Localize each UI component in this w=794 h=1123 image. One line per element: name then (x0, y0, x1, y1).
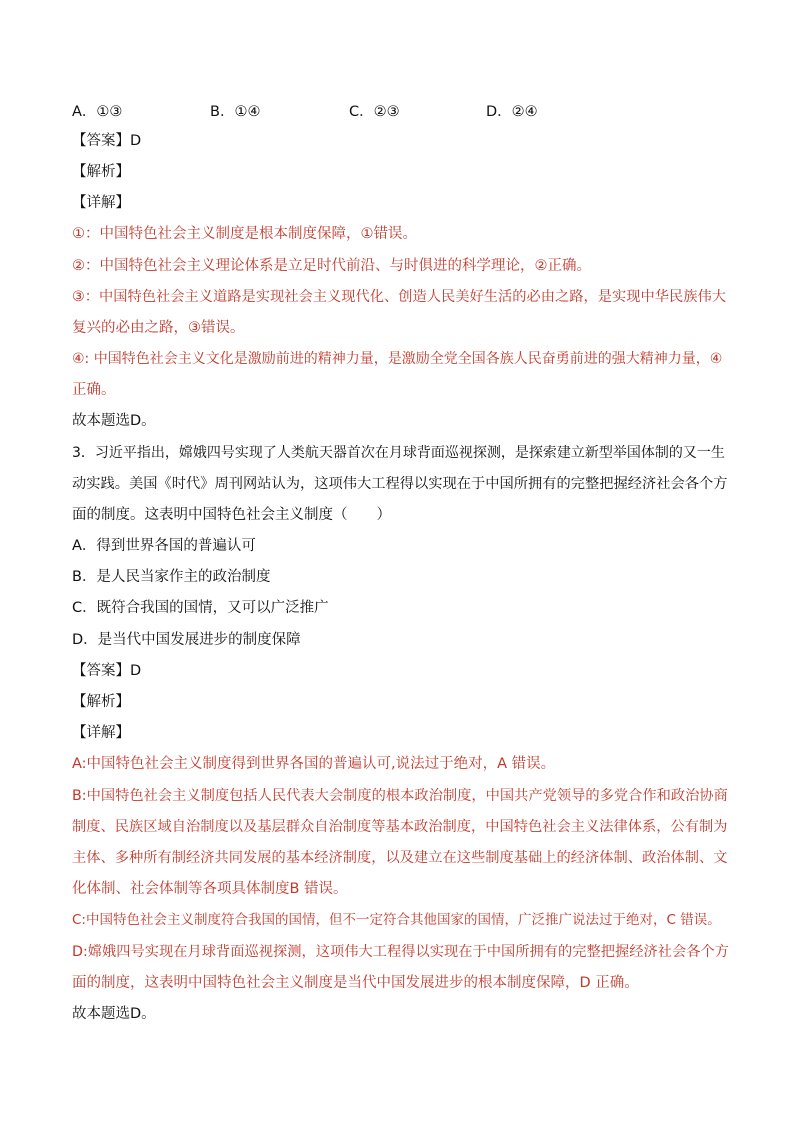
q3-stem-line-3: 面的制度。这表明中国特色社会主义制度（ ） (72, 507, 391, 523)
q2-explanation-3: ③：中国特色社会主义道路是实现社会主义现代化、创造人民美好生活的必由之路，是实现中华民族伟大 (72, 289, 727, 305)
q2-explanation-4-cont: 正确。 (72, 382, 116, 398)
q3-stem-line-1: 3．习近平指出，嫦娥四号实现了人类航天器首次在月球背面巡视探测，是探索建立新型举国体制的又一生 (72, 445, 725, 461)
q2-explanation-1: ①：中国特色社会主义制度是根本制度保障，①错误。 (72, 226, 417, 242)
q3-explanation-b-1: B:中国特色社会主义制度包括人民代表大会制度的根本政治制度，中国共产党领导的多党合作和政治协商 (72, 788, 728, 804)
q2-conclusion: 故本题选D。 (72, 413, 156, 429)
q3-explanation-b-4: 化体制、社会体制等各项具体制度B 错误。 (72, 881, 348, 897)
q2-explanation-3-cont: 复兴的必由之路，③错误。 (72, 320, 245, 336)
q3-explanation-a: A:中国特色社会主义制度得到世界各国的普遍认可,说法过于绝对，A 错误。 (72, 756, 556, 772)
q2-options (72, 100, 732, 122)
q3-option-d: D．是当代中国发展进步的制度保障 (72, 632, 301, 648)
q3-answer: 【答案】D (72, 663, 142, 679)
q2-option-a: A．①③ (72, 104, 123, 120)
q2-explanation-2: ②：中国特色社会主义理论体系是立足时代前沿、与时俱进的科学理论，②正确。 (72, 258, 591, 274)
q3-explanation-d-1: D:嫦娥四号实现在月球背面巡视探测，这项伟大工程得以实现在于中国所拥有的完整把握经济社会各个方 (72, 944, 730, 960)
q3-option-a: A．得到世界各国的普遍认可 (72, 538, 256, 554)
q2-explanation-4: ④: 中国特色社会主义文化是激励前进的精神力量，是激励全党全国各族人民奋勇前进的强大精神力量，④ (72, 351, 723, 367)
q3-explanation-d-2: 面的制度，这表明中国特色社会主义制度是当代中国发展进步的根本制度保障，D 正确。 (72, 975, 639, 991)
q3-analysis-heading: 【解析】 (72, 694, 130, 710)
q3-option-c: C．既符合我国的国情，又可以广泛推广 (72, 600, 329, 616)
q2-option-d: D．②④ (486, 104, 538, 120)
q2-option-c: C．②③ (349, 104, 400, 120)
q2-detail-heading: 【详解】 (72, 195, 130, 211)
q3-explanation-b-3: 主体、多种所有制经济共同发展的基本经济制度，以及建立在这些制度基础上的经济体制、政治体制、文 (72, 850, 728, 866)
q3-explanation-c: C:中国特色社会主义制度符合我国的国情，但不一定符合其他国家的国情，广泛推广说法过于绝对，C 错误。 (72, 912, 721, 928)
q2-analysis-heading: 【解析】 (72, 164, 130, 180)
q3-stem-line-2: 动实践。美国《时代》周刊网站认为，这项伟大工程得以实现在于中国所拥有的完整把握经济社会各个方 (72, 476, 728, 492)
q3-option-b: B．是人民当家作主的政治制度 (72, 569, 271, 585)
q2-option-b: B．①④ (210, 104, 261, 120)
q3-explanation-b-2: 制度、民族区域自治制度以及基层群众自治制度等基本政治制度，中国特色社会主义法律体系，公有制为 (72, 819, 728, 835)
q3-detail-heading: 【详解】 (72, 725, 130, 741)
q2-answer: 【答案】D (72, 133, 142, 149)
q3-conclusion: 故本题选D。 (72, 1006, 156, 1022)
